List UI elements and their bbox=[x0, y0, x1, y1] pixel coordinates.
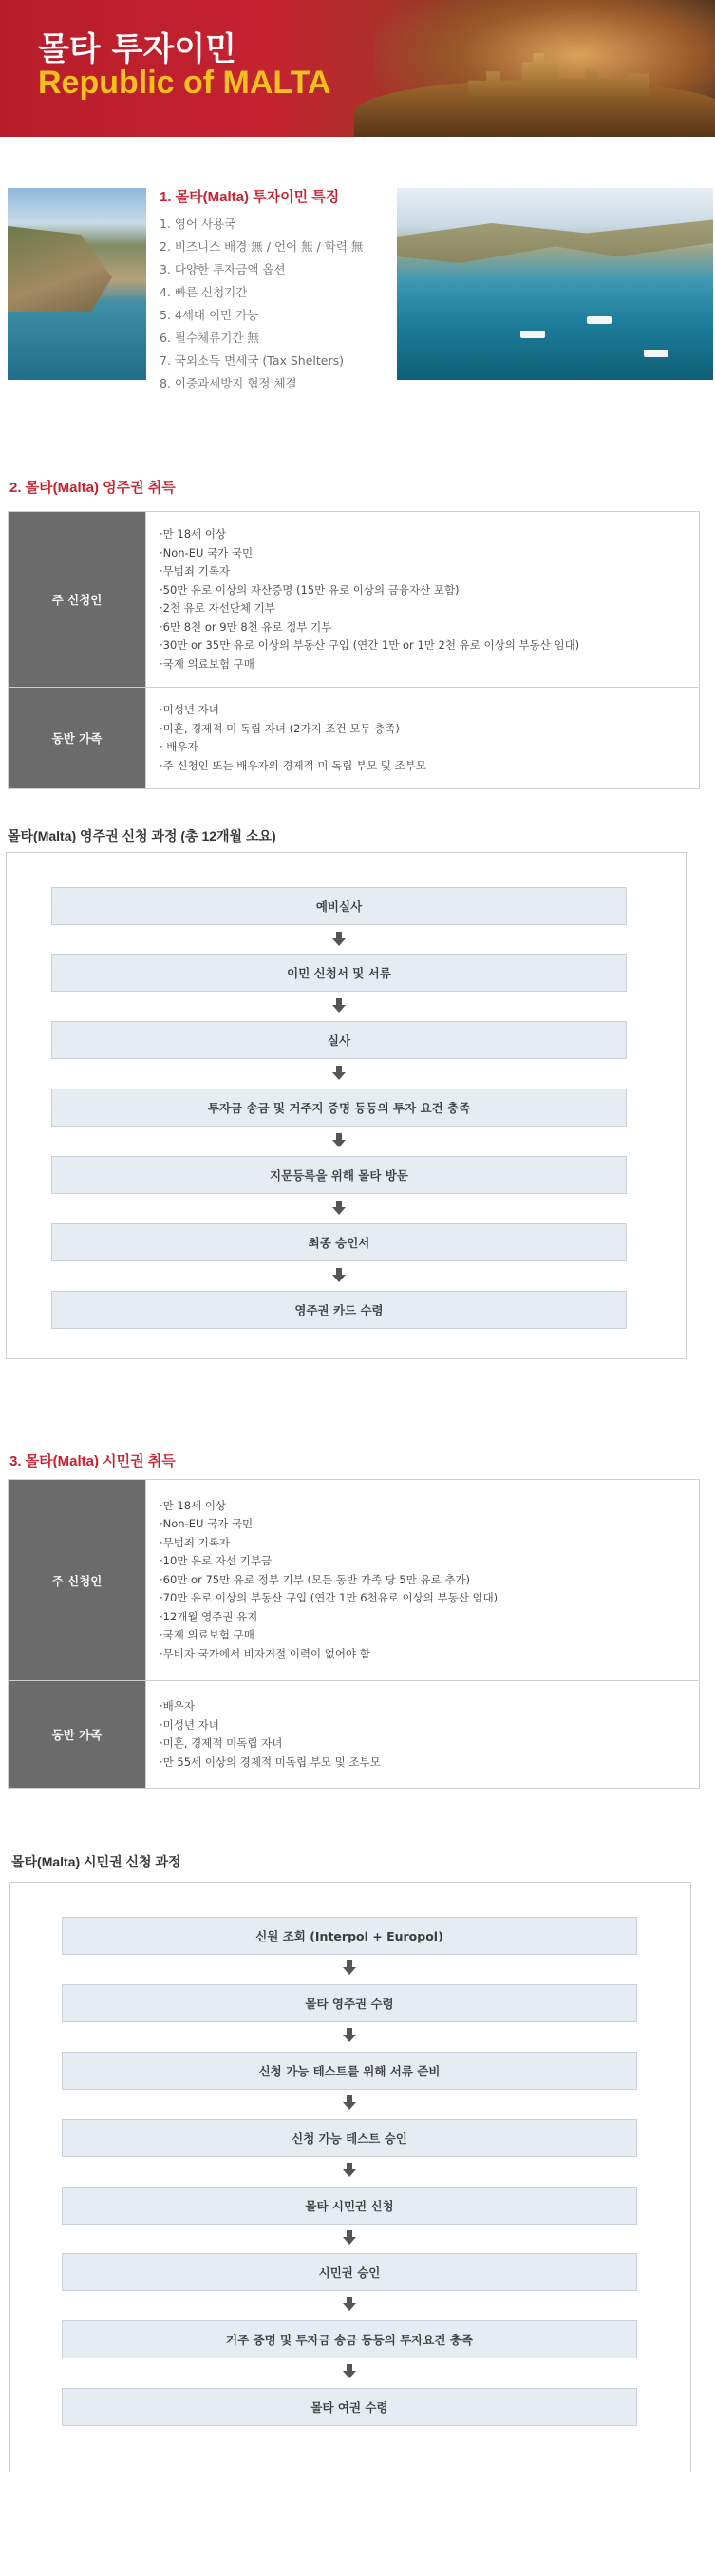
feature-item: 3. 다양한 투자금액 옵션 bbox=[160, 262, 286, 276]
residency-title: 2. 몰타(Malta) 영주권 취득 bbox=[9, 480, 176, 496]
process-step: 예비실사 bbox=[51, 887, 627, 925]
process-step: 몰타 시민권 신청 bbox=[62, 2187, 637, 2225]
bay-boats-image bbox=[397, 188, 713, 380]
features-title: 1. 몰타(Malta) 투자이민 특징 bbox=[160, 189, 340, 205]
requirement-item: ·미성년 자녀 bbox=[160, 703, 219, 716]
process-step: 몰타 영주권 수령 bbox=[62, 1984, 637, 2022]
requirement-item: ·무비자 국가에서 비자거절 이력이 없어야 함 bbox=[160, 1646, 370, 1660]
requirement-item: ·10만 유로 자선 기부금 bbox=[160, 1554, 273, 1568]
requirement-item: ·2천 유로 자선단체 기부 bbox=[160, 601, 275, 615]
features-list bbox=[160, 213, 363, 395]
feature-item: 4. 빠른 신청기간 bbox=[160, 285, 248, 299]
requirement-item: ·Non-EU 국가 국민 bbox=[160, 1517, 254, 1531]
requirement-item: ·만 18세 이상 bbox=[160, 1498, 227, 1512]
main-applicant-requirements bbox=[146, 512, 700, 688]
requirement-item: ·50만 유로 이상의 자산증명 (15만 유로 이상의 금융자산 포함) bbox=[160, 582, 460, 597]
requirement-item: ·무범죄 기록자 bbox=[160, 1535, 230, 1549]
family-label: 동반 가족 bbox=[9, 688, 146, 789]
requirement-item: ·국제 의료보험 구매 bbox=[160, 656, 254, 671]
residency-table bbox=[8, 511, 700, 789]
requirement-item: ·6만 8천 or 9만 8천 유로 정부 기부 bbox=[160, 619, 332, 634]
requirement-item: ·만 55세 이상의 경제적 미독립 부모 및 조부모 bbox=[160, 1754, 381, 1769]
feature-item: 2. 비즈니스 배경 無 / 언어 無 / 학력 無 bbox=[160, 239, 364, 254]
main-applicant-label: 주 신청인 bbox=[9, 512, 146, 688]
process-step: 몰타 여권 수령 bbox=[62, 2388, 637, 2426]
banner-subtitle: Republic of MALTA bbox=[38, 65, 331, 101]
citizenship-title: 3. 몰타(Malta) 시민권 취득 bbox=[9, 1453, 176, 1469]
requirement-item: ·미혼, 경제적 미 독립 자녀 (2가지 조건 모두 충족) bbox=[160, 721, 400, 735]
family-label: 동반 가족 bbox=[9, 1681, 146, 1789]
process-step: 신원 조회 (Interpol + Europol) bbox=[62, 1917, 637, 1955]
requirement-item: ·70만 유로 이상의 부동산 구입 (연간 1만 6천유로 이상의 부동산 임대) bbox=[160, 1591, 499, 1605]
requirement-item: ·60만 or 75만 유로 정부 기부 (모든 동반 가족 당 5만 유로 추가) bbox=[160, 1572, 471, 1586]
citizenship-table bbox=[8, 1479, 700, 1789]
main-applicant-requirements bbox=[146, 1480, 700, 1681]
requirement-item: ·무범죄 기록자 bbox=[160, 564, 230, 578]
residency-process-title: 몰타(Malta) 영주권 신청 과정 (총 12개월 소요) bbox=[8, 828, 276, 843]
main-applicant-label: 주 신청인 bbox=[9, 1480, 146, 1681]
requirement-item: ·12개월 영주권 유지 bbox=[160, 1609, 258, 1623]
feature-item: 7. 국외소득 면세국 (Tax Shelters) bbox=[160, 353, 344, 368]
process-step: 신청 가능 테스트를 위해 서류 준비 bbox=[62, 2052, 637, 2090]
process-step: 실사 bbox=[51, 1021, 627, 1059]
requirement-item: ·Non-EU 국가 국민 bbox=[160, 545, 254, 559]
process-step: 영주권 카드 수령 bbox=[51, 1291, 627, 1329]
feature-item: 8. 이중과세방지 협정 체결 bbox=[160, 376, 297, 390]
process-step: 거주 증명 및 투자금 송금 등등의 투자요건 충족 bbox=[62, 2320, 637, 2358]
requirement-item: ·30만 or 35만 유로 이상의 부동산 구입 (연간 1만 or 1만 2천 유로 이상의 부동산 임대) bbox=[160, 638, 580, 652]
process-step: 투자금 송금 및 거주지 증명 등등의 투자 요건 충족 bbox=[51, 1089, 627, 1127]
requirement-item: · 배우자 bbox=[160, 740, 198, 753]
feature-item: 5. 4세대 이민 가능 bbox=[160, 308, 259, 322]
family-requirements bbox=[146, 1681, 700, 1789]
coastal-village-image bbox=[8, 188, 146, 380]
requirement-item: ·국제 의료보험 구매 bbox=[160, 1628, 254, 1642]
hero-banner bbox=[0, 0, 715, 137]
banner-title: 몰타 투자이민 bbox=[38, 30, 236, 68]
requirement-item: ·배우자 bbox=[160, 1699, 195, 1713]
feature-item: 6. 필수체류기간 無 bbox=[160, 331, 259, 345]
feature-item: 1. 영어 사용국 bbox=[160, 217, 236, 231]
requirement-item: ·주 신청인 또는 배우자의 경제적 미 독립 부모 및 조부모 bbox=[160, 758, 426, 772]
citizenship-process-title: 몰타(Malta) 시민권 신청 과정 bbox=[11, 1854, 181, 1869]
process-step: 최종 승인서 bbox=[51, 1223, 627, 1261]
requirement-item: ·만 18세 이상 bbox=[160, 527, 227, 540]
process-step: 신청 가능 테스트 승인 bbox=[62, 2119, 637, 2157]
process-step: 이민 신청서 및 서류 bbox=[51, 954, 627, 992]
family-requirements bbox=[146, 688, 700, 789]
requirement-item: ·미혼, 경제적 미독립 자녀 bbox=[160, 1736, 283, 1750]
process-step: 지문등록을 위해 몰타 방문 bbox=[51, 1156, 627, 1194]
process-step: 시민권 승인 bbox=[62, 2253, 637, 2291]
requirement-item: ·미성년 자녀 bbox=[160, 1717, 219, 1732]
